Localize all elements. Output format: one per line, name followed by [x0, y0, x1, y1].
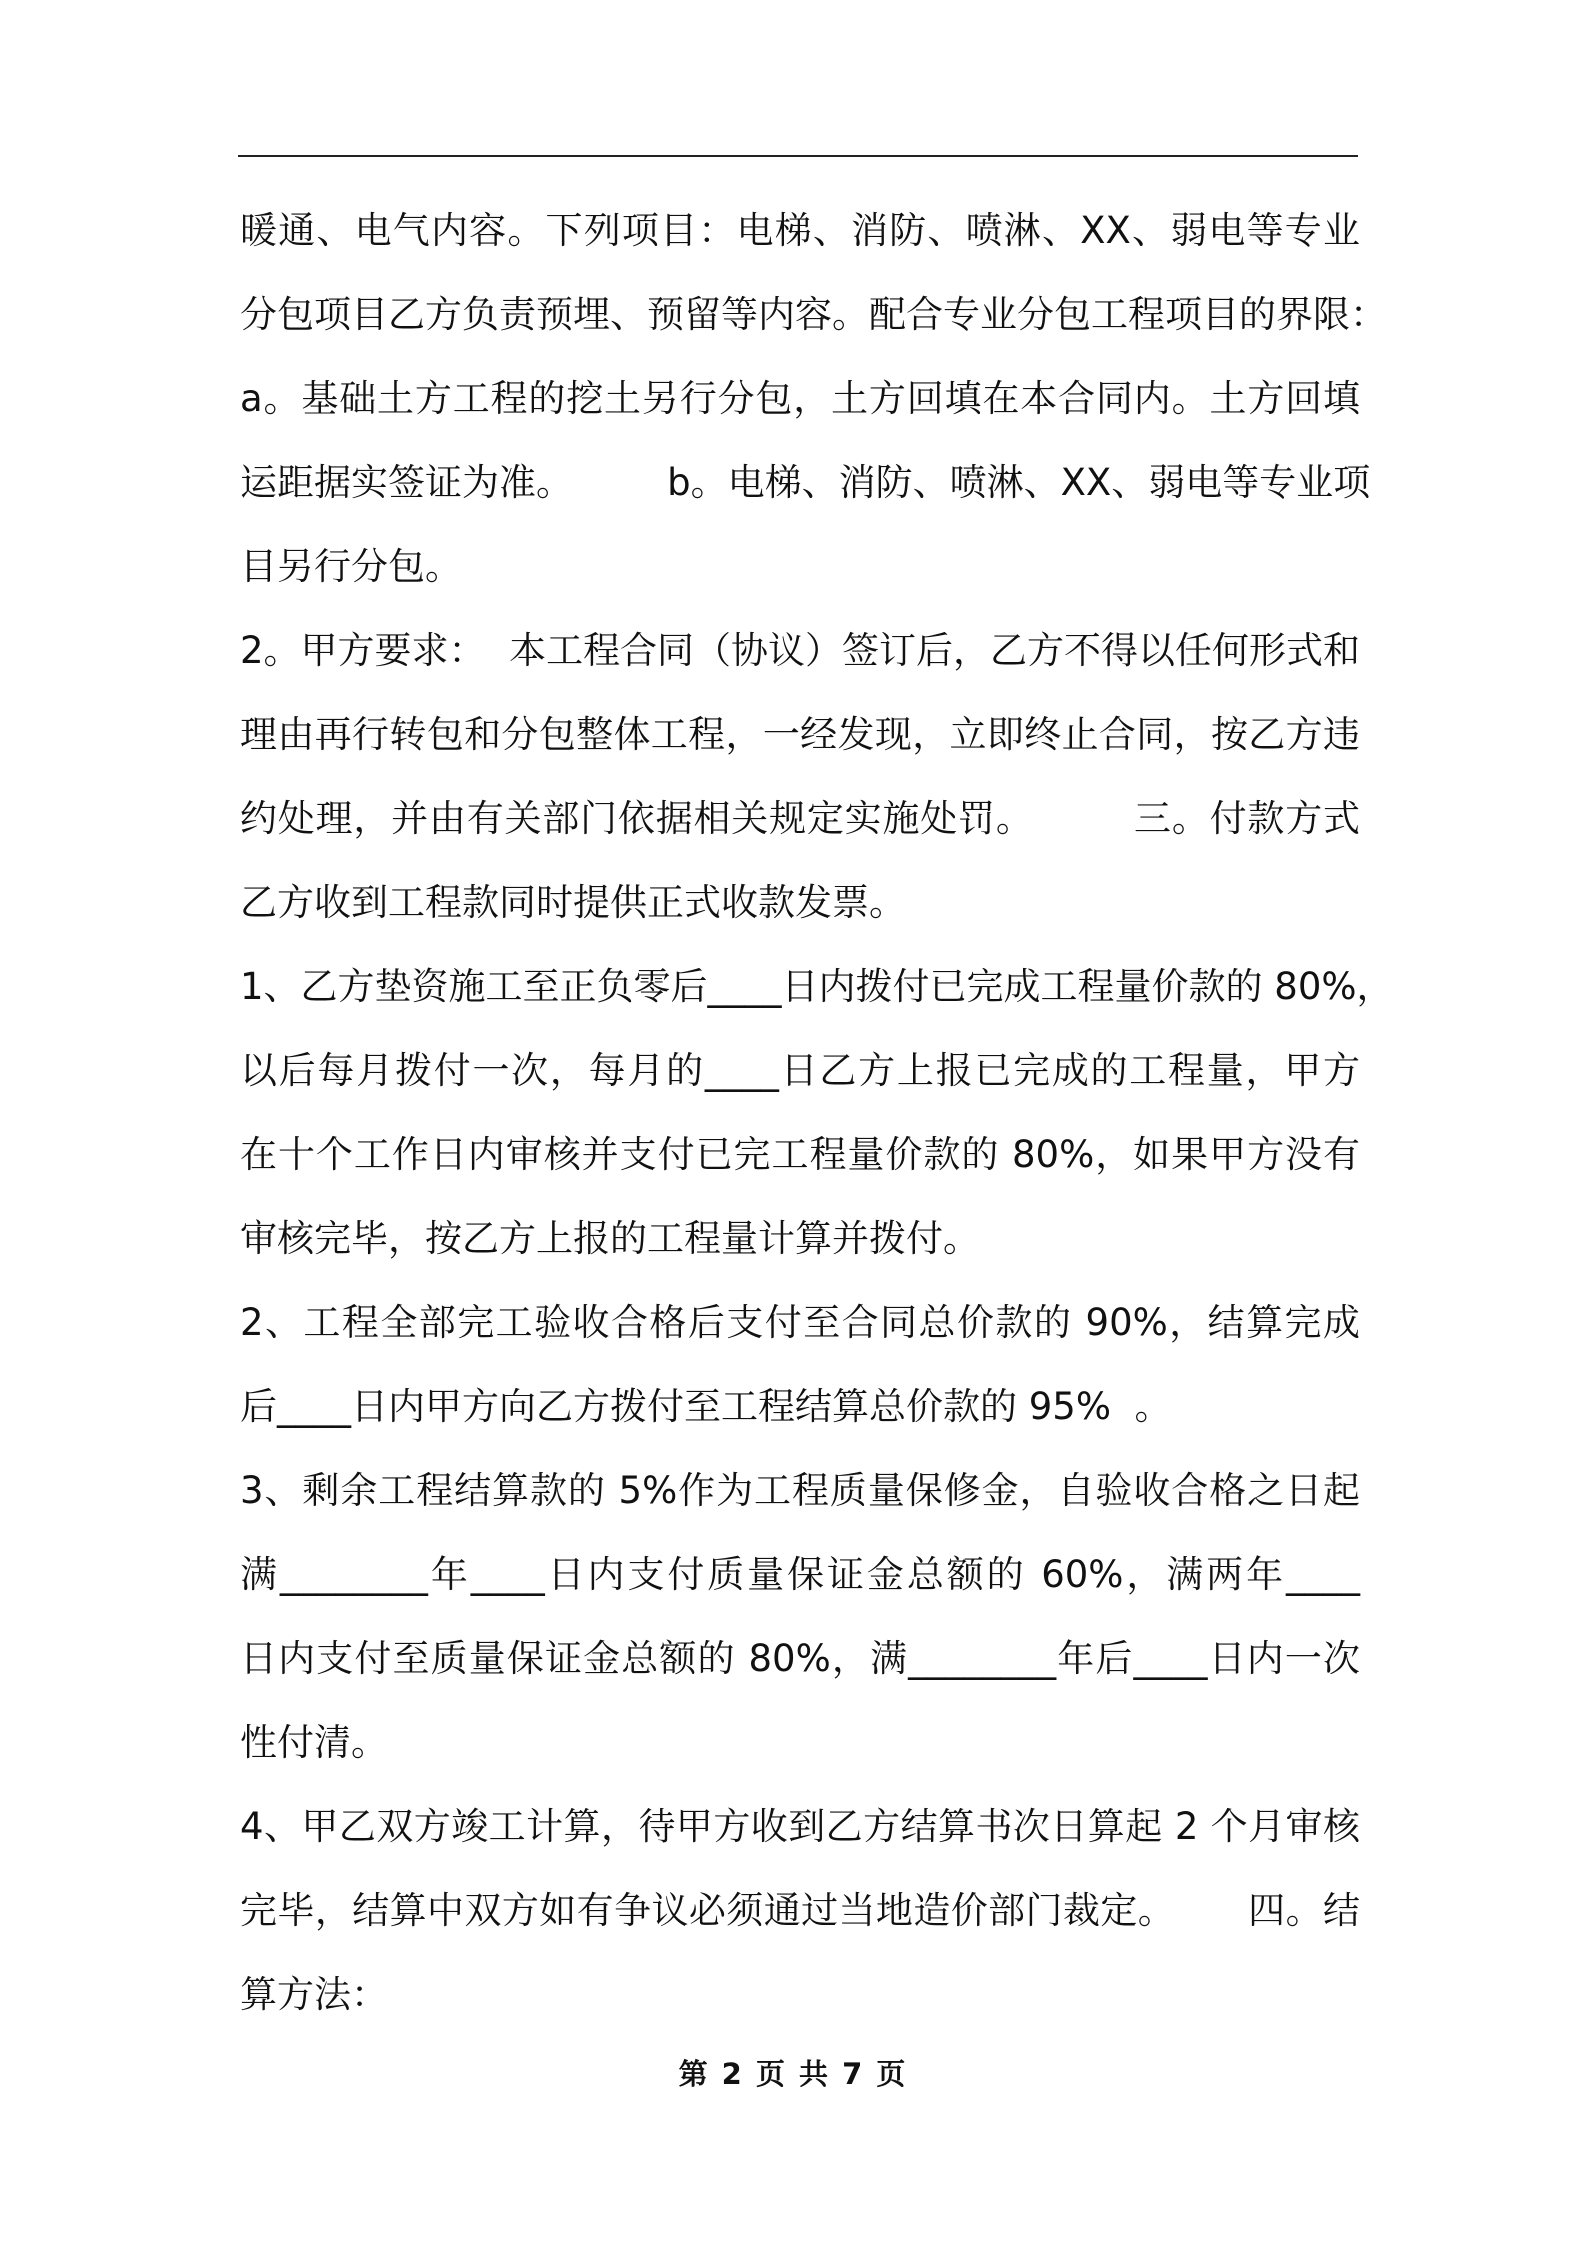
text-line: 算方法：: [240, 1973, 388, 2016]
text-line: 2。甲方要求： 本工程合同（协议）签订后，乙方不得以任何形式和: [240, 629, 1361, 672]
page-footer: [0, 2052, 1586, 2093]
text-line: 3、剩余工程结算款的 5%作为工程质量保修金，自验收合格之日起: [240, 1469, 1360, 1512]
text-line: 理由再行转包和分包整体工程，一经发现，立即终止合同，按乙方违: [240, 713, 1360, 756]
page-number-label: 第 2 页 共 7 页: [678, 2057, 908, 2091]
text-line: 以后每月拨付一次，每月的____日乙方上报已完成的工程量，甲方: [240, 1049, 1360, 1092]
text-line: 乙方收到工程款同时提供正式收款发票。: [240, 881, 906, 924]
text-line: 目另行分包。: [240, 545, 462, 588]
text-line: 后____日内甲方向乙方拨付至工程结算总价款的 95% 。: [240, 1385, 1172, 1428]
text-line: 2、工程全部完工验收合格后支付至合同总价款的 90%，结算完成: [240, 1301, 1360, 1344]
text-line: a。基础土方工程的挖土另行分包，土方回填在本合同内。土方回填: [240, 377, 1360, 420]
text-line: 日内支付至质量保证金总额的 80%，满________年后____日内一次: [240, 1637, 1360, 1680]
text-line: 暖通、电气内容。下列项目：电梯、消防、喷淋、XX、弱电等专业: [240, 209, 1360, 252]
text-line: 运距据实签证为准。 b。电梯、消防、喷淋、XX、弱电等专业项: [240, 461, 1371, 504]
document-body: [240, 196, 1394, 2044]
text-line: 性付清。: [240, 1721, 388, 1764]
text-line: 满________年____日内支付质量保证金总额的 60%，满两年____: [240, 1553, 1360, 1596]
text-line: 审核完毕，按乙方上报的工程量计算并拨付。: [240, 1217, 980, 1260]
text-line: 在十个工作日内审核并支付已完工程量价款的 80%，如果甲方没有: [240, 1133, 1360, 1176]
text-line: 完毕，结算中双方如有争议必须通过当地造价部门裁定。 四。结: [240, 1889, 1360, 1932]
header-rule: [238, 155, 1358, 157]
text-line: 约处理，并由有关部门依据相关规定实施处罚。 三。付款方式: [240, 797, 1360, 840]
text-line: 1、乙方垫资施工至正负零后____日内拨付已完成工程量价款的 80%，: [240, 965, 1394, 1008]
text-line: 4、甲乙双方竣工计算，待甲方收到乙方结算书次日算起 2 个月审核: [240, 1805, 1360, 1848]
text-line: 分包项目乙方负责预埋、预留等内容。配合专业分包工程项目的界限：: [240, 293, 1387, 336]
